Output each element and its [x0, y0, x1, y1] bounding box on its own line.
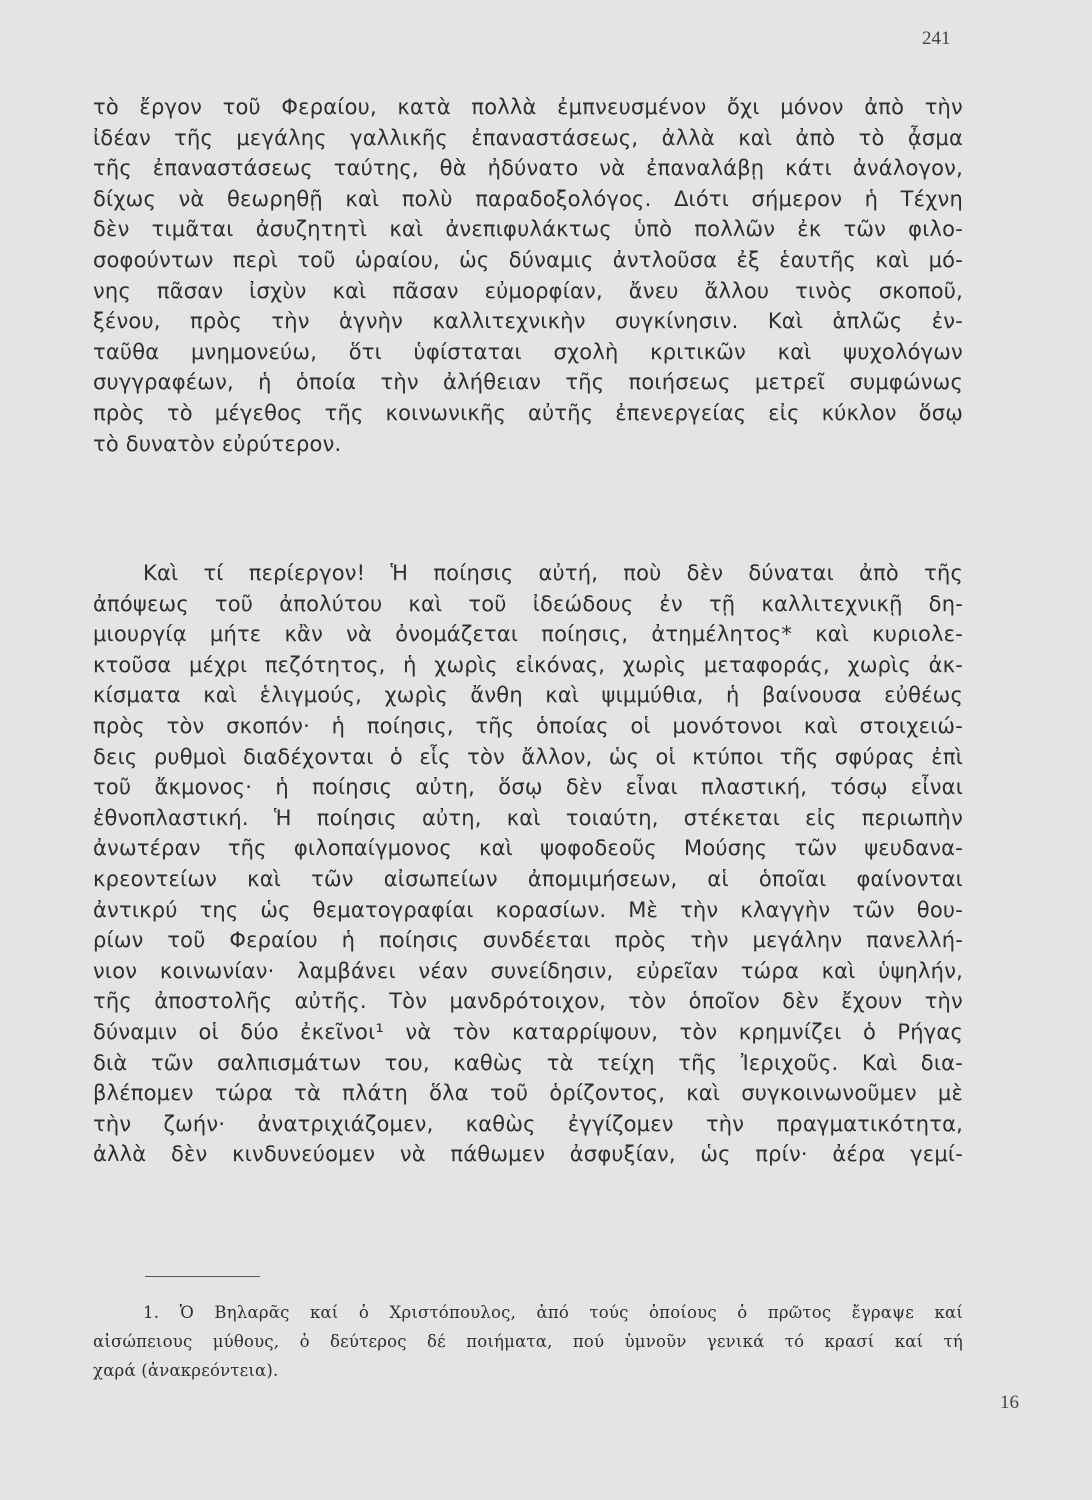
- text-line: κρεοντείων καὶ τῶν αἰσωπείων ἀπομιμήσεων, αἱ ὁποῖαι φαίνονται: [93, 866, 963, 891]
- text-line: ἀντικρύ της ὡς θεματογραφίαι κορασίων. Μὲ τὴν κλαγγὴν τῶν θου-: [93, 897, 963, 922]
- text-line: ἐθνοπλαστική. Ἡ ποίησις αὐτη, καὶ τοιαύτη, στέκεται εἰς περιωπὴν: [93, 805, 963, 830]
- text-line: 1. Ὁ Βηλαρᾶς καί ὁ Χριστόπουλος, ἀπό τούς ὁποίους ὁ πρῶτος ἔγραψε καί: [143, 1303, 963, 1322]
- text-line: νης πᾶσαν ἰσχὺν καὶ πᾶσαν εὐμορφίαν, ἄνευ ἄλλου τινὸς σκοποῦ,: [93, 278, 963, 303]
- text-line: πρὸς τὸν σκοπόν· ἡ ποίησις, τῆς ὁποίας οἱ μονότονοι καὶ στοιχειώ-: [93, 713, 963, 738]
- text-line: δεις ρυθμοὶ διαδέχονται ὁ εἷς τὸν ἄλλον, ὡς οἱ κτύποι τῆς σφύρας ἐπὶ: [93, 744, 963, 769]
- text-line: σοφούντων περὶ τοῦ ὡραίου, ὡς δύναμις ἀντλοῦσα ἐξ ἑαυτῆς καὶ μό-: [93, 247, 963, 272]
- text-line: κτοῦσα μέχρι πεζότητος, ἡ χωρὶς εἰκόνας, χωρὶς μεταφοράς, χωρὶς ἀκ-: [93, 652, 963, 677]
- text-line: ἀπόψεως τοῦ ἀπολύτου καὶ τοῦ ἰδεώδους ἐν τῇ καλλιτεχνικῇ δη-: [93, 591, 963, 616]
- text-line: δύναμιν οἱ δύο ἐκεῖνοι¹ νὰ τὸν καταρρίψουν, τὸν κρημνίζει ὁ Ρήγας: [93, 1019, 963, 1044]
- text-line: ξένου, πρὸς τὴν ἁγνὴν καλλιτεχνικὴν συγκίνησιν. Καὶ ἁπλῶς ἐν-: [93, 309, 963, 334]
- text-line: τὸ δυνατὸν εὐρύτερον.: [93, 431, 342, 456]
- text-line: τῆς ἀποστολῆς αὐτῆς. Τὸν μανδρότοιχον, τὸν ὁποῖον δὲν ἔχουν τὴν: [93, 989, 963, 1014]
- footnote: [93, 1298, 963, 1385]
- text-line: τῆς ἐπαναστάσεως ταύτης, θὰ ἠδύνατο νὰ ἐπαναλάβῃ κάτι ἀνάλογον,: [93, 156, 963, 181]
- text-line: ἀνωτέραν τῆς φιλοπαίγμονος καὶ ψοφοδεοῦς Μούσης τῶν ψευδανα-: [93, 836, 963, 861]
- text-line: πρὸς τὸ μέγεθος τῆς κοινωνικῆς αὐτῆς ἐπενεργείας εἰς κύκλον ὅσῳ: [93, 400, 963, 425]
- paragraph-1: [93, 92, 963, 459]
- text-line: αἰσώπειους μύθους, ὁ δεύτερος δέ ποιήματα, πού ὑμνοῦν γενικά τό κρασί καί τή: [93, 1332, 963, 1351]
- text-line: συγγραφέων, ἡ ὁποία τὴν ἀλήθειαν τῆς ποιήσεως μετρεῖ συμφώνως: [93, 370, 963, 395]
- text-line: νιον κοινωνίαν· λαμβάνει νέαν συνείδησιν, εὐρεῖαν τώρα καὶ ὑψηλήν,: [93, 958, 963, 983]
- text-line: βλέπομεν τώρα τὰ πλάτη ὅλα τοῦ ὁρίζοντος, καὶ συγκοινωνοῦμεν μὲ: [93, 1081, 963, 1106]
- text-line: τοῦ ἄκμονος· ἡ ποίησις αὐτη, ὅσῳ δὲν εἶναι πλαστική, τόσῳ εἶναι: [93, 775, 963, 800]
- text-line: ἰδέαν τῆς μεγάλης γαλλικῆς ἐπαναστάσεως, ἀλλὰ καὶ ἀπὸ τὸ ᾆσμα: [93, 125, 963, 150]
- text-line: χαρά (ἀνακρεόντεια).: [93, 1361, 279, 1380]
- paragraph-2: [93, 558, 963, 1170]
- text-line: διὰ τῶν σαλπισμάτων του, καθὼς τὰ τείχη τῆς Ἰεριχοῦς. Καὶ δια-: [93, 1050, 963, 1075]
- text-line: ταῦθα μνημονεύω, ὅτι ὑφίσταται σχολὴ κριτικῶν καὶ ψυχολόγων: [93, 339, 963, 364]
- text-line: ἀλλὰ δὲν κινδυνεύομεν νὰ πάθωμεν ἀσφυξίαν, ὡς πρίν· ἀέρα γεμί-: [93, 1142, 963, 1167]
- text-line: τὸ ἔργον τοῦ Φεραίου, κατὰ πολλὰ ἐμπνευσμένον ὄχι μόνον ἀπὸ τὴν: [93, 95, 963, 119]
- text-line: Καὶ τί περίεργον! Ἡ ποίησις αὐτή, ποὺ δὲν δύναται ἀπὸ τῆς: [143, 561, 963, 585]
- text-line: δὲν τιμᾶται ἀσυζητητὶ καὶ ἀνεπιφυλάκτως ὑπὸ πολλῶν ἐκ τῶν φιλο-: [93, 217, 963, 242]
- page-number-top: 241: [922, 28, 951, 49]
- text-line: τὴν ζωήν· ἀνατριχιάζομεν, καθὼς ἐγγίζομεν τὴν πραγματικότητα,: [93, 1111, 963, 1136]
- footnote-divider: [145, 1276, 260, 1277]
- text-line: μιουργίᾳ μήτε κἂν νὰ ὀνομάζεται ποίησις, ἀτημέλητος* καὶ κυριολε-: [93, 622, 963, 647]
- page-number-bottom: 16: [1000, 1392, 1019, 1413]
- text-line: κίσματα καὶ ἑλιγμούς, χωρὶς ἄνθη καὶ ψιμμύθια, ἡ βαίνουσα εὐθέως: [93, 683, 963, 708]
- text-line: δίχως νὰ θεωρηθῇ καὶ πολὺ παραδοξολόγος. Διότι σήμερον ἡ Τέχνη: [93, 186, 963, 211]
- text-line: ρίων τοῦ Φεραίου ἡ ποίησις συνδέεται πρὸς τὴν μεγάλην πανελλή-: [93, 928, 963, 953]
